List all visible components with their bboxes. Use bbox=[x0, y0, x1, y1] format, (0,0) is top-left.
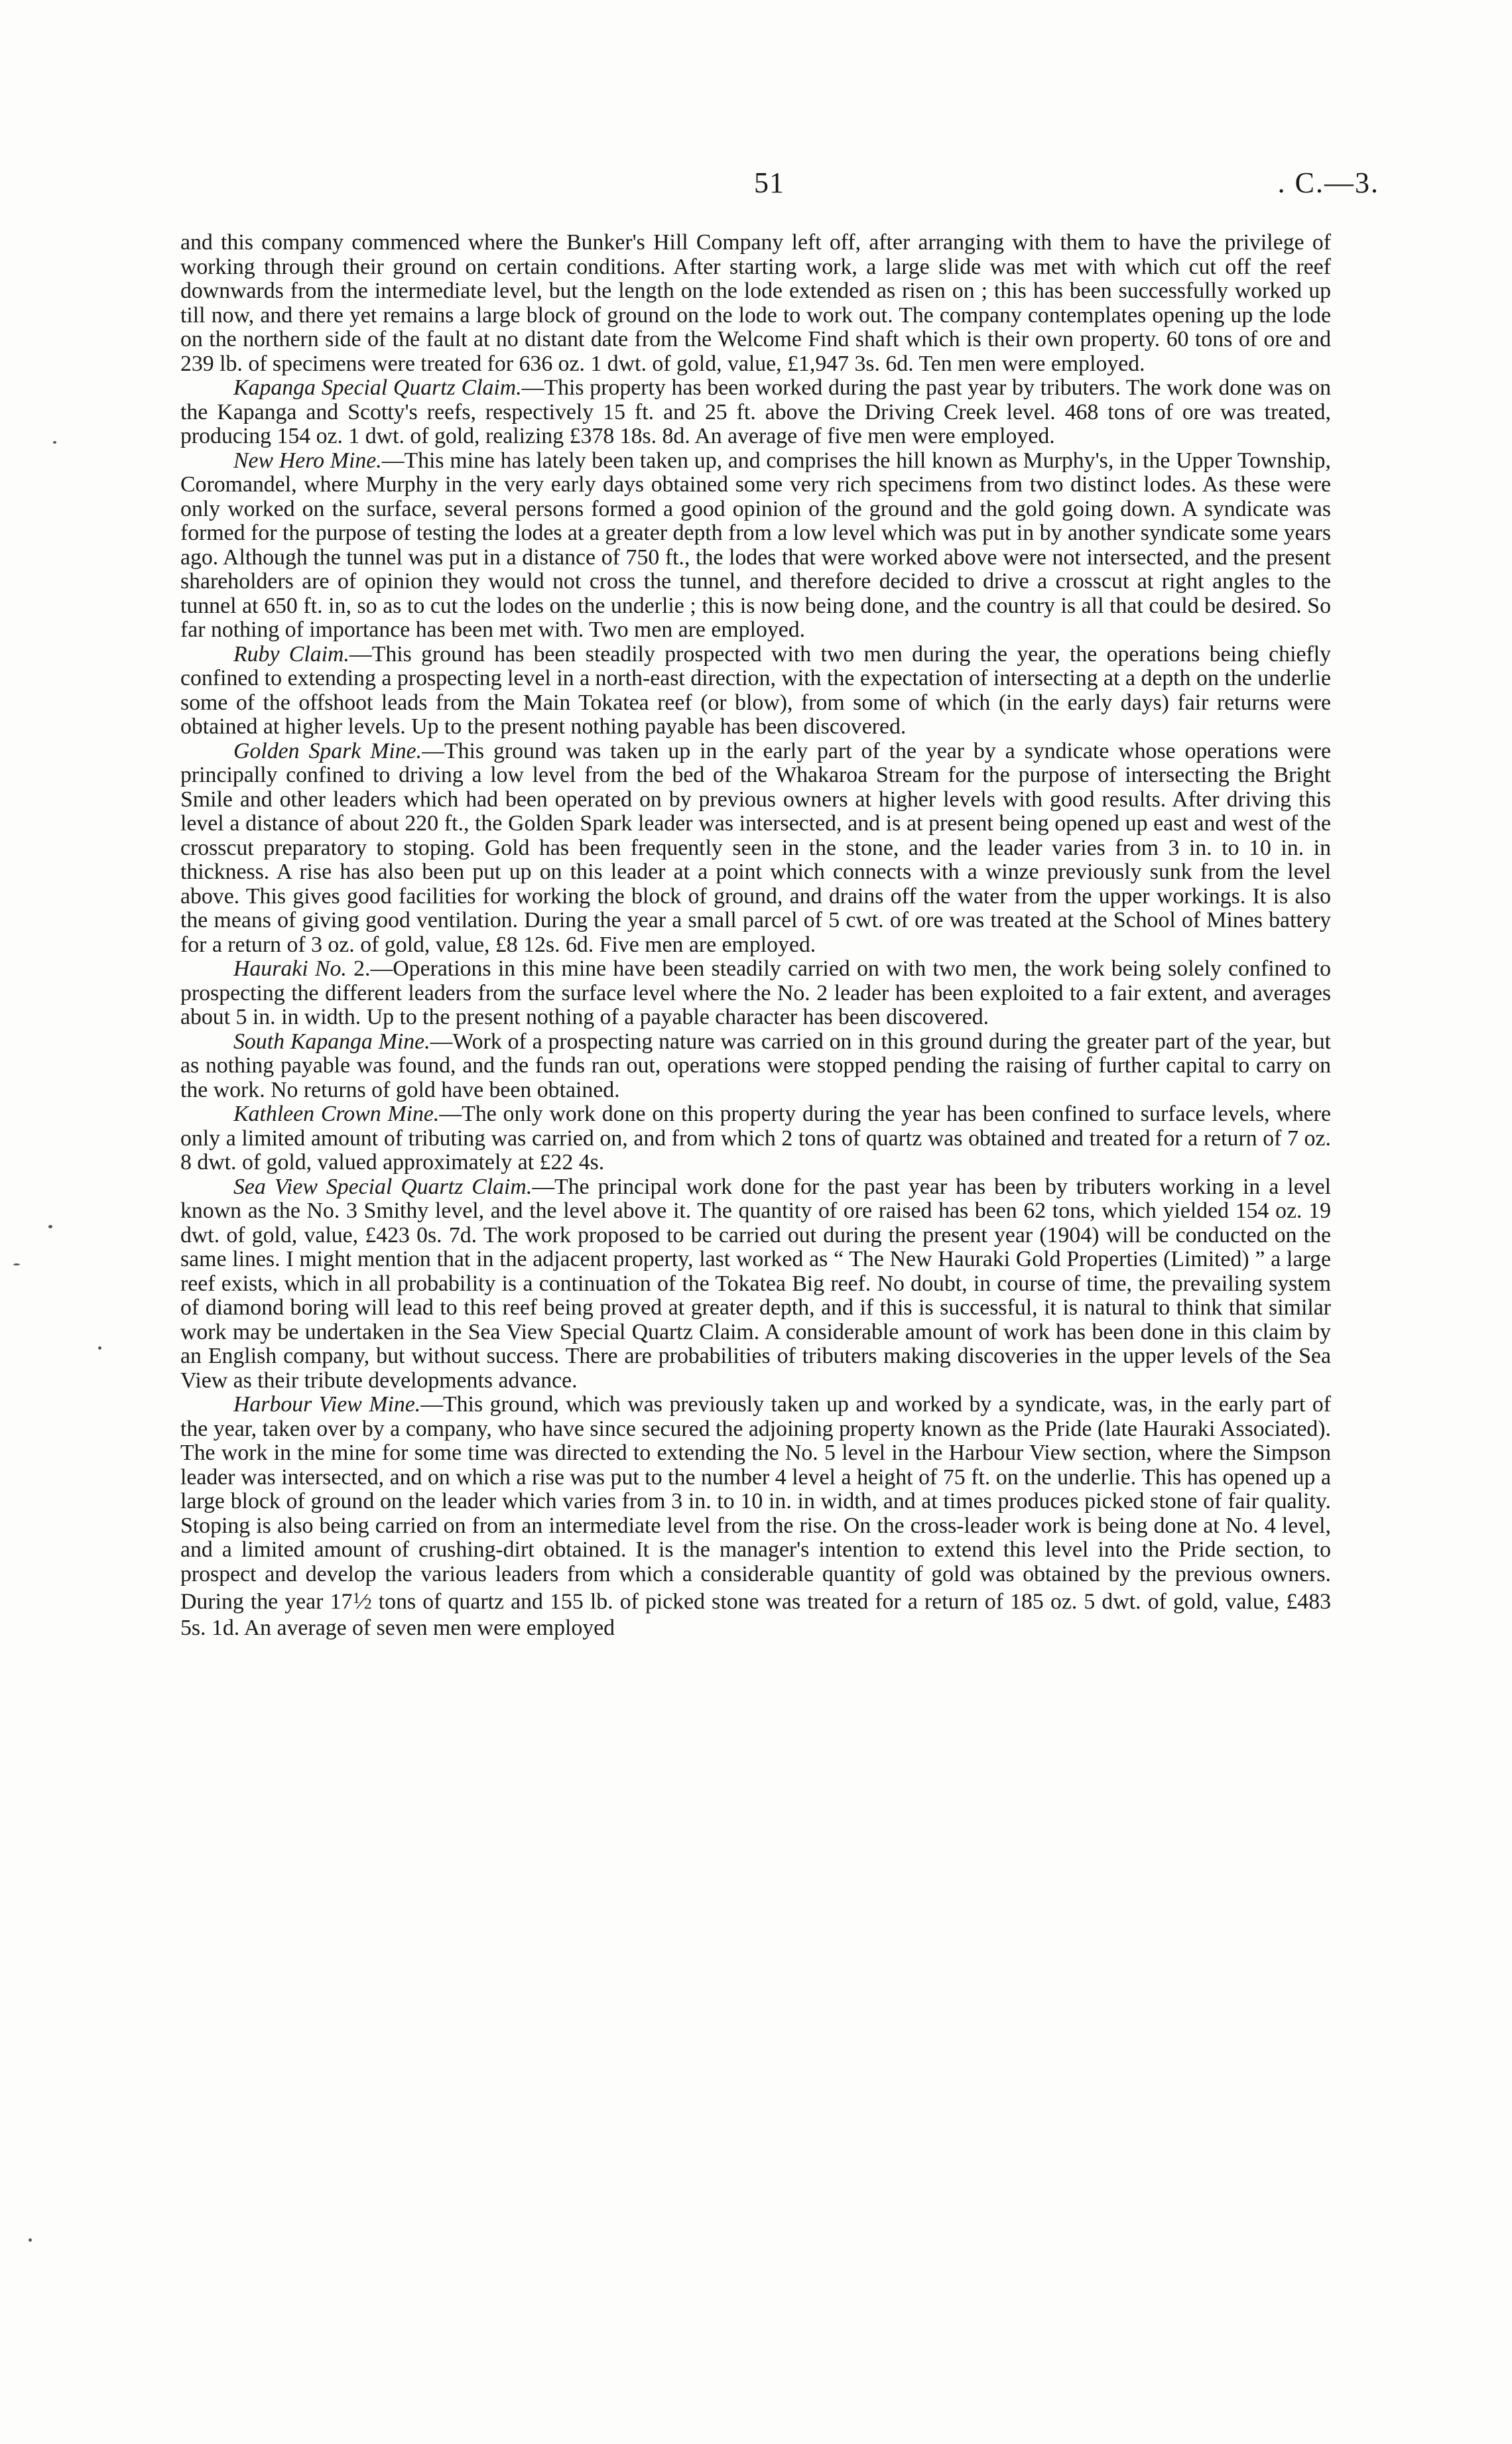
section-kathleen-crown-mine bbox=[180, 1102, 1331, 1175]
section-sea-view-special-quartz-claim bbox=[180, 1175, 1331, 1393]
fraction-numerator: 1 bbox=[352, 1590, 361, 1607]
section-title: South Kapanga Mine. bbox=[233, 1029, 430, 1054]
section-hauraki-no-2 bbox=[180, 957, 1331, 1030]
section-harbour-view-mine: Harbour View Mine.—This ground, which was previously taken up and worked by a syndicate, was, in the early part of the year, taken over by a company, who have since secured the adjoining property known as the Pride (late Hauraki Associated). The work in the mine for some time was directed to extending the No. 5 level in the Harbour View section, where the Simpson leader was intersected, and on which a rise was put to the number 4 level a height of 75 ft. on the underlie. This has opened up a large block of ground on the leader which varies from 3 in. to 10 in. in width, and at times produces picked stone of fair quality. Stoping is also being carried on from an intermediate level from the rise. On the cross-leader work is being done at No. 4 level, and a limited amount of crushing-dirt obtained. It is the manager's intention to extend this level into the Pride section, to prospect and develop the various leaders from which a considerable quantity of gold was obtained by the previous owners. During the year $17^1⁄2$ tons of quartz and 155 lb. of picked stone was treated for a return of 185 oz. 5 dwt. of gold, value, £483 5s. 1d. An average of seven men were employed bbox=[180, 1392, 1331, 1640]
section-title: Kapanga Special Quartz Claim. bbox=[233, 375, 522, 400]
fraction-whole: 17 bbox=[330, 1589, 353, 1614]
paragraph-text: and this company commenced where the Bunker's Hill Company left off, after arranging with them to have the privilege of working through their ground on certain conditions. After starting work, a large slide was met with which cut off the reef downwards from the intermediate level, but the length on the lode extended as risen on ; this has been successfully worked up till now, and there yet remains a large block of ground on the lode to work out. The company contemplates opening up the lode on the northern side of the fault at no distant date from the Welcome Find shaft which is their own property. 60 tons of ore and 239 lb. of specimens were treated for 636 oz. 1 dwt. of gold, value, £1,947 3s. 6d. Ten men were employed. bbox=[180, 230, 1331, 376]
scan-speck bbox=[53, 441, 56, 444]
section-title: New Hero Mine. bbox=[233, 448, 382, 473]
scan-speck bbox=[29, 2238, 32, 2242]
scan-speck bbox=[13, 1263, 20, 1265]
fraction-denominator: 2 bbox=[363, 1595, 372, 1613]
section-text: —This property has been worked during the past year by tributers. The work done was on the Kapanga and Scotty's reefs, respectively 15 ft. and 25 ft. above the Driving Creek level. 468 tons of ore was treated, producing 154 oz. 1 dwt. of gold, realizing £378 18s. 8d. An average of five men were employed. bbox=[180, 375, 1332, 448]
section-title: Sea View Special Quartz Claim. bbox=[233, 1174, 533, 1199]
section-title: Ruby Claim. bbox=[233, 641, 349, 667]
scan-speck bbox=[48, 1225, 52, 1228]
document-reference: . C.—3. bbox=[1277, 166, 1379, 199]
section-text: —The only work done on this property during the year has been confined to surface levels, where only a limited amount of tributing was carried on, and from which 2 tons of quartz was obtained and treated for a return of 7 oz. 8 dwt. of gold, valued approximately at £22 4s. bbox=[180, 1102, 1331, 1175]
section-title: Hauraki No. bbox=[233, 956, 347, 981]
section-kapanga-special-quartz-claim bbox=[180, 376, 1331, 449]
section-text: —The principal work done for the past year has been by tributers working in a level known as the No. 3 Smithy level, and the level above it. The quantity of ore raised has been 62 tons, which yielded 154 oz. 19 dwt. of gold, value, £423 0s. 7d. The work proposed to be carried out during the present year (1904) will be conducted on the same lines. I might mention that in the adjacent property, last worked as “ The New Hauraki Gold Properties (Limited) ” a large reef exists, which in all probability is a continuation of the Tokatea Big reef. No doubt, in course of time, the prevailing system of diamond boring will lead to this reef being proved at greater depth, and if this is successful, it is natural to think that similar work may be undertaken in the Sea View Special Quartz Claim. A considerable amount of work has been done in this claim by an English company, but without success. There are probabilities of tributers making discoveries in the upper levels of the Sea View as their tribute developments advance. bbox=[180, 1174, 1331, 1393]
section-title: Harbour View Mine. bbox=[233, 1392, 421, 1417]
section-text-continued: tons of quartz and 155 lb. of picked stone was treated for a return of 185 oz. 5 dwt. of gold, value, £483 5s. 1d. An average of seven men were employed bbox=[180, 1589, 1331, 1640]
section-text: —This ground has been steadily prospected with two men during the year, the operations being chiefly confined to extending a prospecting level in a north-east direction, with the expectation of intersecting at a depth on the underlie some of the offshoot leads from the Main Tokatea reef (or blow), from some of which (in the early days) fair returns were obtained at higher levels. Up to the present nothing payable has been discovered. bbox=[180, 641, 1332, 739]
page-header bbox=[0, 166, 1512, 206]
section-title: Golden Spark Mine. bbox=[233, 738, 422, 763]
section-text: —This mine has lately been taken up, and comprises the hill known as Murphy's, in the Upper Township, Coromandel, where Murphy in the very early days obtained some very rich specimens from two distinct lodes. As these were only worked on the surface, several persons formed a good opinion of the ground and the gold going down. A syndicate was formed for the purpose of testing the lodes at a greater depth from a low level which was put in by another syndicate some years ago. Although the tunnel was put in a distance of 750 ft., the lodes that were worked above were not intersected, and the present shareholders are of opinion they would not cross the tunnel, and therefore decided to drive a crosscut at right angles to the tunnel at 650 ft. in, so as to cut the lodes on the underlie ; this is now being done, and the country is all that could be desired. So far nothing of importance has been met with. Two men are employed. bbox=[180, 448, 1331, 642]
page-number: 51 bbox=[754, 166, 785, 199]
section-text: —Work of a prospecting nature was carried on in this ground during the greater part of the year, but as nothing payable was found, and the funds ran out, operations were stopped pending the raising of further capital to carry on the work. No returns of gold have been obtained. bbox=[180, 1029, 1331, 1102]
section-text: 2.—Operations in this mine have been steadily carried on with two men, the work being solely confined to prospecting the different leaders from the surface level where the No. 2 leader has been exploited to a fair extent, and averages about 5 in. in width. Up to the present nothing of a payable character has been discovered. bbox=[180, 956, 1331, 1029]
scan-speck bbox=[98, 1346, 101, 1350]
section-text: —This ground, which was previously taken up and worked by a syndicate, was, in the early part of the year, taken over by a company, who have since secured the adjoining property known as the Pride (late Hauraki Associated). The work in the mine for some time was directed to extending the No. 5 level in the Harbour View section, where the Simpson leader was intersected, and on which a rise was put to the number 4 level a height of 75 ft. on the underlie. This has opened up a large block of ground on the leader which varies from 3 in. to 10 in. in width, and at times produces picked stone of fair quality. Stoping is also being carried on from an intermediate level from the rise. On the cross-leader work is being done at No. 4 level, and a limited amount of crushing-dirt obtained. It is the manager's intention to extend this level into the Pride section, to prospect and develop the various leaders from which a considerable quantity of gold was obtained by the previous owners. During the year bbox=[180, 1392, 1331, 1614]
paragraph-continuation bbox=[180, 231, 1331, 376]
section-golden-spark-mine bbox=[180, 740, 1331, 958]
section-ruby-claim bbox=[180, 643, 1331, 740]
section-text: —This ground was taken up in the early part of the year by a syndicate whose operations were principally confined to driving a low level from the bed of the Whakaroa Stream for the purpose of intersecting the Bright Smile and other leaders which had been operated on by previous owners at higher levels with good results. After driving this level a distance of about 220 ft., the Golden Spark leader was intersected, and is at present being opened up east and west of the crosscut preparatory to stoping. Gold has been frequently seen in the stone, and the leader varies from 3 in. to 10 in. in thickness. A rise has also been put up on this leader at a point which connects with a winze previously sunk from the level above. This gives good facilities for working the block of ground, and drains off the water from the upper workings. It is also the means of giving good ventilation. During the year a small parcel of 5 cwt. of ore was treated at the School of Mines battery for a return of 3 oz. of gold, value, £8 12s. 6d. Five men are employed. bbox=[180, 738, 1331, 957]
section-title: Kathleen Crown Mine. bbox=[233, 1102, 440, 1126]
section-south-kapanga-mine bbox=[180, 1030, 1331, 1103]
report-body bbox=[180, 231, 1331, 1640]
section-new-hero-mine bbox=[180, 449, 1331, 643]
